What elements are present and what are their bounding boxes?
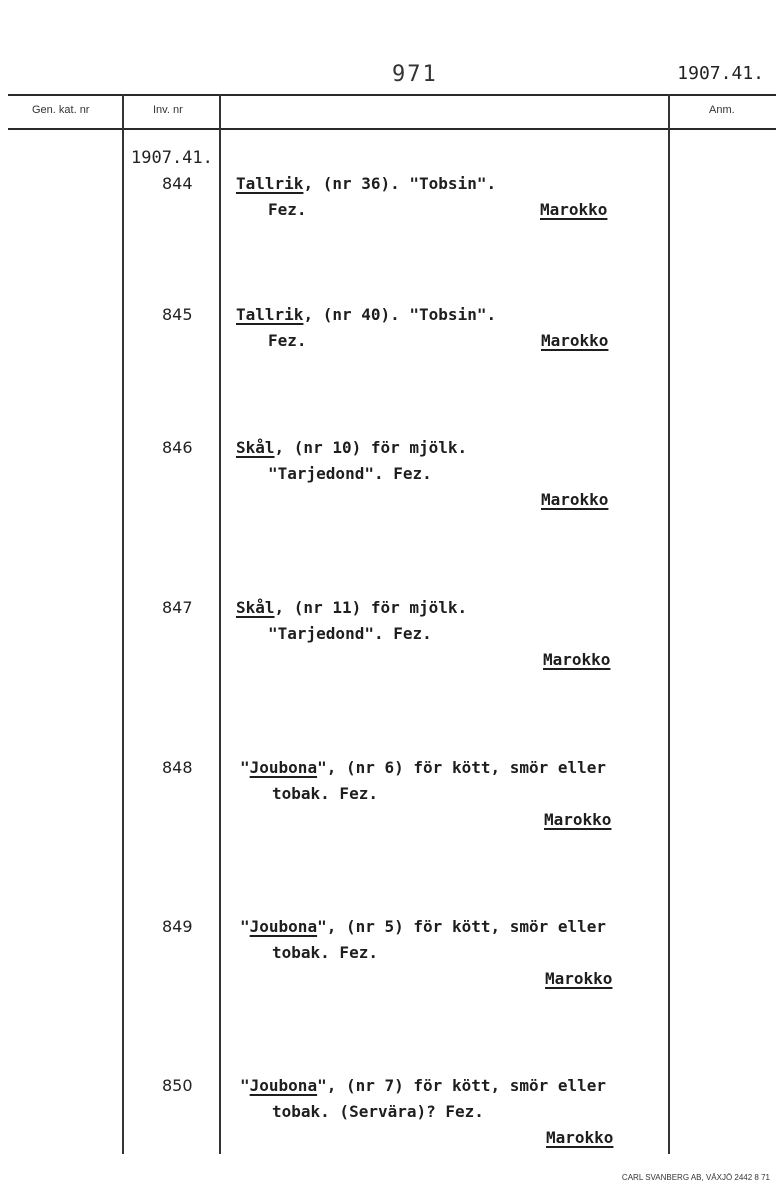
quote-open: " (240, 917, 250, 936)
inventory-number: 850 (162, 1076, 193, 1095)
inventory-number: 844 (162, 174, 193, 193)
entry-origin: Fez. (268, 331, 307, 350)
entry-origin: "Tarjedond". Fez. (268, 624, 432, 643)
inventory-number: 848 (162, 758, 193, 777)
inventory-number: 845 (162, 305, 193, 324)
location-label: Marokko (546, 1128, 614, 1147)
column-header-inv: Inv. nr (153, 104, 183, 116)
object-name: Joubona (249, 917, 318, 936)
catalog-entry (0, 1076, 782, 1166)
object-details: ", (nr 5) för kött, smör eller (317, 917, 607, 936)
quote-open: " (240, 758, 250, 777)
entry-origin: Fez. (268, 200, 307, 219)
catalog-entry (0, 598, 782, 688)
year-code: 1907.41. (677, 63, 764, 84)
object-name: Tallrik (236, 305, 304, 324)
quote-open: " (240, 1076, 250, 1095)
location-label: Marokko (544, 810, 612, 829)
location-label: Marokko (543, 650, 611, 669)
inventory-number: 849 (162, 917, 193, 936)
inventory-number: 846 (162, 438, 193, 457)
column-header-gen-kat: Gen. kat. nr (32, 104, 90, 116)
object-name: Skål (236, 438, 275, 457)
object-details: , (nr 40). "Tobsin". (303, 305, 497, 324)
entry-description (236, 598, 467, 617)
location-label: Marokko (541, 490, 609, 509)
object-details: , (nr 36). "Tobsin". (303, 174, 497, 193)
object-details: , (nr 11) för mjölk. (274, 598, 468, 617)
page-number: 971 (392, 62, 438, 87)
entry-origin: tobak. Fez. (272, 784, 378, 803)
object-name: Joubona (249, 758, 318, 777)
object-name: Skål (236, 598, 275, 617)
entry-description (240, 1076, 606, 1095)
year-marker: 1907.41. (131, 148, 213, 168)
object-details: ", (nr 7) för kött, smör eller (317, 1076, 607, 1095)
location-label: Marokko (541, 331, 609, 350)
object-name: Joubona (249, 1076, 318, 1095)
column-header-anm: Anm. (709, 104, 735, 116)
entry-description (240, 917, 606, 936)
entry-description (236, 305, 496, 324)
catalog-entry (0, 305, 782, 395)
catalog-entry (0, 758, 782, 848)
entry-origin: "Tarjedond". Fez. (268, 464, 432, 483)
object-details: , (nr 10) för mjölk. (274, 438, 468, 457)
catalog-entry (0, 917, 782, 1007)
object-details: ", (nr 6) för kött, smör eller (317, 758, 607, 777)
object-name: Tallrik (236, 174, 304, 193)
entry-description (240, 758, 606, 777)
entry-origin: tobak. Fez. (272, 943, 378, 962)
printer-imprint: CARL SVANBERG AB, VÄXJÖ 2442 8 71 (621, 1173, 770, 1182)
catalog-entry (0, 174, 782, 264)
location-label: Marokko (540, 200, 608, 219)
entry-origin: tobak. (Servära)? Fez. (272, 1102, 484, 1121)
catalog-entry (0, 438, 782, 528)
entry-description (236, 438, 467, 457)
location-label: Marokko (545, 969, 613, 988)
entry-description (236, 174, 496, 193)
inventory-number: 847 (162, 598, 193, 617)
